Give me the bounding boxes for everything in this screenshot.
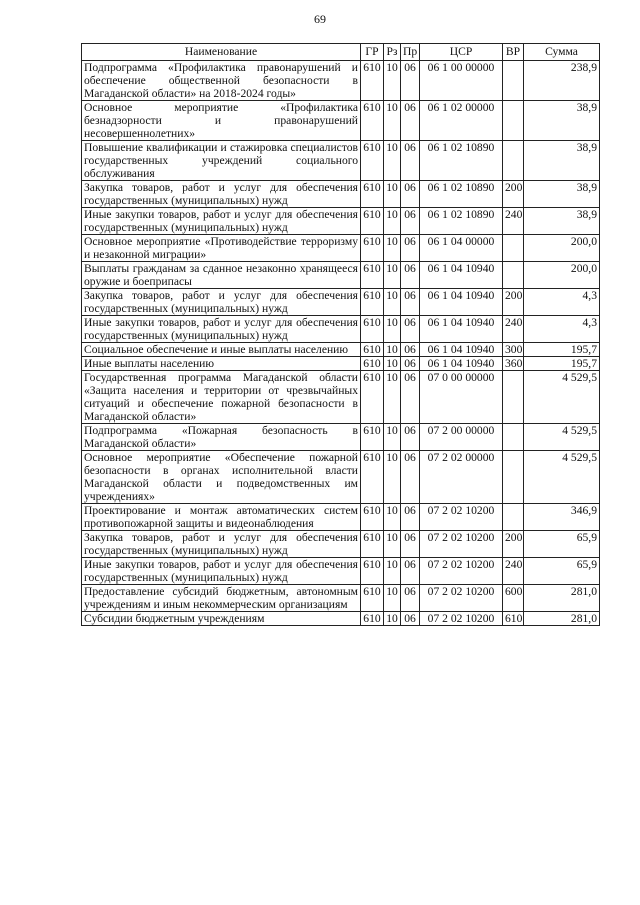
row-pr-cell: 06 [401, 181, 420, 208]
row-pr-cell: 06 [401, 504, 420, 531]
row-name-cell: Закупка товаров, работ и услуг для обеспечения государственных (муниципальных) нужд [82, 531, 361, 558]
row-csr-cell: 07 2 02 10200 [420, 612, 503, 626]
row-vr-cell [503, 61, 524, 101]
row-gr-cell: 610 [361, 289, 384, 316]
row-gr-cell: 610 [361, 316, 384, 343]
header-rz: Рз [384, 44, 401, 61]
row-rz-cell: 10 [384, 208, 401, 235]
row-sum-cell: 38,9 [524, 208, 600, 235]
row-gr-cell: 610 [361, 181, 384, 208]
row-pr-cell: 06 [401, 235, 420, 262]
row-rz-cell: 10 [384, 181, 401, 208]
row-pr-cell: 06 [401, 289, 420, 316]
row-gr-cell: 610 [361, 262, 384, 289]
row-name-cell: Предоставление субсидий бюджетным, автономным учреждениям и иным некоммерческим организациям [82, 585, 361, 612]
row-vr-cell [503, 101, 524, 141]
row-vr-cell: 300 [503, 343, 524, 357]
row-pr-cell: 06 [401, 316, 420, 343]
row-sum-cell: 4 529,5 [524, 371, 600, 424]
table-row [82, 371, 600, 424]
header-gr: ГР [361, 44, 384, 61]
header-sum: Сумма [524, 44, 600, 61]
row-pr-cell: 06 [401, 61, 420, 101]
row-csr-cell: 07 0 00 00000 [420, 371, 503, 424]
row-vr-cell: 240 [503, 316, 524, 343]
row-sum-cell: 200,0 [524, 235, 600, 262]
row-sum-cell: 4,3 [524, 289, 600, 316]
header-csr: ЦСР [420, 44, 503, 61]
row-name-cell: Закупка товаров, работ и услуг для обеспечения государственных (муниципальных) нужд [82, 181, 361, 208]
row-rz-cell: 10 [384, 451, 401, 504]
row-name-cell: Социальное обеспечение и иные выплаты населению [82, 343, 361, 357]
row-name-cell: Государственная программа Магаданской области «Защита населения и территории от чрезвычайных ситуаций и обеспечение пожарной безопасности в Магаданской области» [82, 371, 361, 424]
row-vr-cell [503, 262, 524, 289]
row-name-cell: Подпрограмма «Профилактика правонарушений и обеспечение общественной безопасности в Магаданской области» на 2018-2024 годы» [82, 61, 361, 101]
page-number: 69 [314, 12, 326, 26]
row-csr-cell: 06 1 02 10890 [420, 208, 503, 235]
row-rz-cell: 10 [384, 371, 401, 424]
row-vr-cell: 200 [503, 531, 524, 558]
row-rz-cell: 10 [384, 235, 401, 262]
row-gr-cell: 610 [361, 141, 384, 181]
row-pr-cell: 06 [401, 343, 420, 357]
row-name-cell: Иные закупки товаров, работ и услуг для обеспечения государственных (муниципальных) нужд [82, 208, 361, 235]
row-vr-cell: 200 [503, 289, 524, 316]
row-vr-cell: 600 [503, 585, 524, 612]
header-pr: Пр [401, 44, 420, 61]
row-vr-cell: 200 [503, 181, 524, 208]
row-gr-cell: 610 [361, 451, 384, 504]
row-gr-cell: 610 [361, 208, 384, 235]
row-csr-cell: 06 1 04 10940 [420, 343, 503, 357]
row-sum-cell: 238,9 [524, 61, 600, 101]
row-sum-cell: 281,0 [524, 612, 600, 626]
row-rz-cell: 10 [384, 504, 401, 531]
row-gr-cell: 610 [361, 424, 384, 451]
row-sum-cell: 38,9 [524, 141, 600, 181]
row-vr-cell [503, 235, 524, 262]
row-csr-cell: 07 2 02 10200 [420, 558, 503, 585]
table-row [82, 316, 600, 343]
budget-table [81, 43, 600, 626]
row-sum-cell: 195,7 [524, 357, 600, 371]
row-sum-cell: 65,9 [524, 531, 600, 558]
row-gr-cell: 610 [361, 585, 384, 612]
row-pr-cell: 06 [401, 262, 420, 289]
table-row [82, 141, 600, 181]
row-gr-cell: 610 [361, 612, 384, 626]
table-row [82, 357, 600, 371]
row-rz-cell: 10 [384, 424, 401, 451]
row-name-cell: Проектирование и монтаж автоматических систем противопожарной защиты и видеонаблюдения [82, 504, 361, 531]
row-rz-cell: 10 [384, 612, 401, 626]
row-pr-cell: 06 [401, 531, 420, 558]
table-row [82, 558, 600, 585]
row-rz-cell: 10 [384, 316, 401, 343]
row-csr-cell: 06 1 04 10940 [420, 289, 503, 316]
row-csr-cell: 06 1 00 00000 [420, 61, 503, 101]
row-pr-cell: 06 [401, 612, 420, 626]
row-vr-cell: 610 [503, 612, 524, 626]
table-row [82, 208, 600, 235]
row-gr-cell: 610 [361, 504, 384, 531]
row-name-cell: Основное мероприятие «Противодействие терроризму и незаконной миграции» [82, 235, 361, 262]
row-vr-cell [503, 371, 524, 424]
row-pr-cell: 06 [401, 141, 420, 181]
table-row [82, 451, 600, 504]
table-row [82, 61, 600, 101]
row-sum-cell: 4 529,5 [524, 424, 600, 451]
row-vr-cell: 240 [503, 208, 524, 235]
row-sum-cell: 200,0 [524, 262, 600, 289]
row-name-cell: Основное мероприятие «Профилактика безнадзорности и правонарушений несовершеннолетних» [82, 101, 361, 141]
row-name-cell: Иные выплаты населению [82, 357, 361, 371]
row-csr-cell: 06 1 02 10890 [420, 181, 503, 208]
table-row [82, 235, 600, 262]
row-rz-cell: 10 [384, 101, 401, 141]
row-vr-cell [503, 424, 524, 451]
table-body [82, 61, 600, 626]
table-row [82, 531, 600, 558]
row-name-cell: Закупка товаров, работ и услуг для обеспечения государственных (муниципальных) нужд [82, 289, 361, 316]
row-gr-cell: 610 [361, 235, 384, 262]
row-sum-cell: 346,9 [524, 504, 600, 531]
row-gr-cell: 610 [361, 558, 384, 585]
row-rz-cell: 10 [384, 61, 401, 101]
table-row [82, 289, 600, 316]
row-gr-cell: 610 [361, 343, 384, 357]
row-vr-cell [503, 451, 524, 504]
table-row [82, 101, 600, 141]
row-rz-cell: 10 [384, 558, 401, 585]
row-pr-cell: 06 [401, 371, 420, 424]
row-sum-cell: 4,3 [524, 316, 600, 343]
row-pr-cell: 06 [401, 101, 420, 141]
row-gr-cell: 610 [361, 531, 384, 558]
row-gr-cell: 610 [361, 371, 384, 424]
row-csr-cell: 06 1 04 10940 [420, 357, 503, 371]
row-gr-cell: 610 [361, 101, 384, 141]
row-rz-cell: 10 [384, 343, 401, 357]
row-csr-cell: 07 2 02 10200 [420, 504, 503, 531]
row-csr-cell: 07 2 02 10200 [420, 585, 503, 612]
table-header-row [82, 44, 600, 61]
row-rz-cell: 10 [384, 585, 401, 612]
row-name-cell: Повышение квалификации и стажировка специалистов государственных учреждений социального обслуживания [82, 141, 361, 181]
row-csr-cell: 06 1 02 00000 [420, 101, 503, 141]
row-name-cell: Иные закупки товаров, работ и услуг для обеспечения государственных (муниципальных) нужд [82, 316, 361, 343]
row-vr-cell: 240 [503, 558, 524, 585]
row-pr-cell: 06 [401, 558, 420, 585]
row-pr-cell: 06 [401, 357, 420, 371]
row-csr-cell: 06 1 04 00000 [420, 235, 503, 262]
row-sum-cell: 4 529,5 [524, 451, 600, 504]
row-name-cell: Выплаты гражданам за сданное незаконно хранящееся оружие и боеприпасы [82, 262, 361, 289]
row-vr-cell [503, 141, 524, 181]
table-row [82, 424, 600, 451]
row-name-cell: Иные закупки товаров, работ и услуг для обеспечения государственных (муниципальных) нужд [82, 558, 361, 585]
row-vr-cell: 360 [503, 357, 524, 371]
row-csr-cell: 07 2 02 00000 [420, 451, 503, 504]
row-sum-cell: 38,9 [524, 181, 600, 208]
row-sum-cell: 281,0 [524, 585, 600, 612]
header-vr: ВР [503, 44, 524, 61]
row-csr-cell: 07 2 00 00000 [420, 424, 503, 451]
row-pr-cell: 06 [401, 585, 420, 612]
row-rz-cell: 10 [384, 141, 401, 181]
row-name-cell: Подпрограмма «Пожарная безопасность в Магаданской области» [82, 424, 361, 451]
row-sum-cell: 195,7 [524, 343, 600, 357]
table-row [82, 262, 600, 289]
table-row [82, 343, 600, 357]
row-rz-cell: 10 [384, 531, 401, 558]
row-csr-cell: 07 2 02 10200 [420, 531, 503, 558]
row-csr-cell: 06 1 02 10890 [420, 141, 503, 181]
row-pr-cell: 06 [401, 208, 420, 235]
row-name-cell: Основное мероприятие «Обеспечение пожарной безопасности в органах исполнительной власти Магаданской области и подведомственных им учреждениях» [82, 451, 361, 504]
row-pr-cell: 06 [401, 451, 420, 504]
row-csr-cell: 06 1 04 10940 [420, 262, 503, 289]
row-rz-cell: 10 [384, 357, 401, 371]
row-gr-cell: 610 [361, 61, 384, 101]
row-gr-cell: 610 [361, 357, 384, 371]
row-name-cell: Субсидии бюджетным учреждениям [82, 612, 361, 626]
table-row [82, 181, 600, 208]
row-sum-cell: 38,9 [524, 101, 600, 141]
row-csr-cell: 06 1 04 10940 [420, 316, 503, 343]
row-rz-cell: 10 [384, 262, 401, 289]
row-pr-cell: 06 [401, 424, 420, 451]
table-row [82, 504, 600, 531]
table-row [82, 585, 600, 612]
header-name: Наименование [82, 44, 361, 61]
row-sum-cell: 65,9 [524, 558, 600, 585]
table-row [82, 612, 600, 626]
row-vr-cell [503, 504, 524, 531]
row-rz-cell: 10 [384, 289, 401, 316]
